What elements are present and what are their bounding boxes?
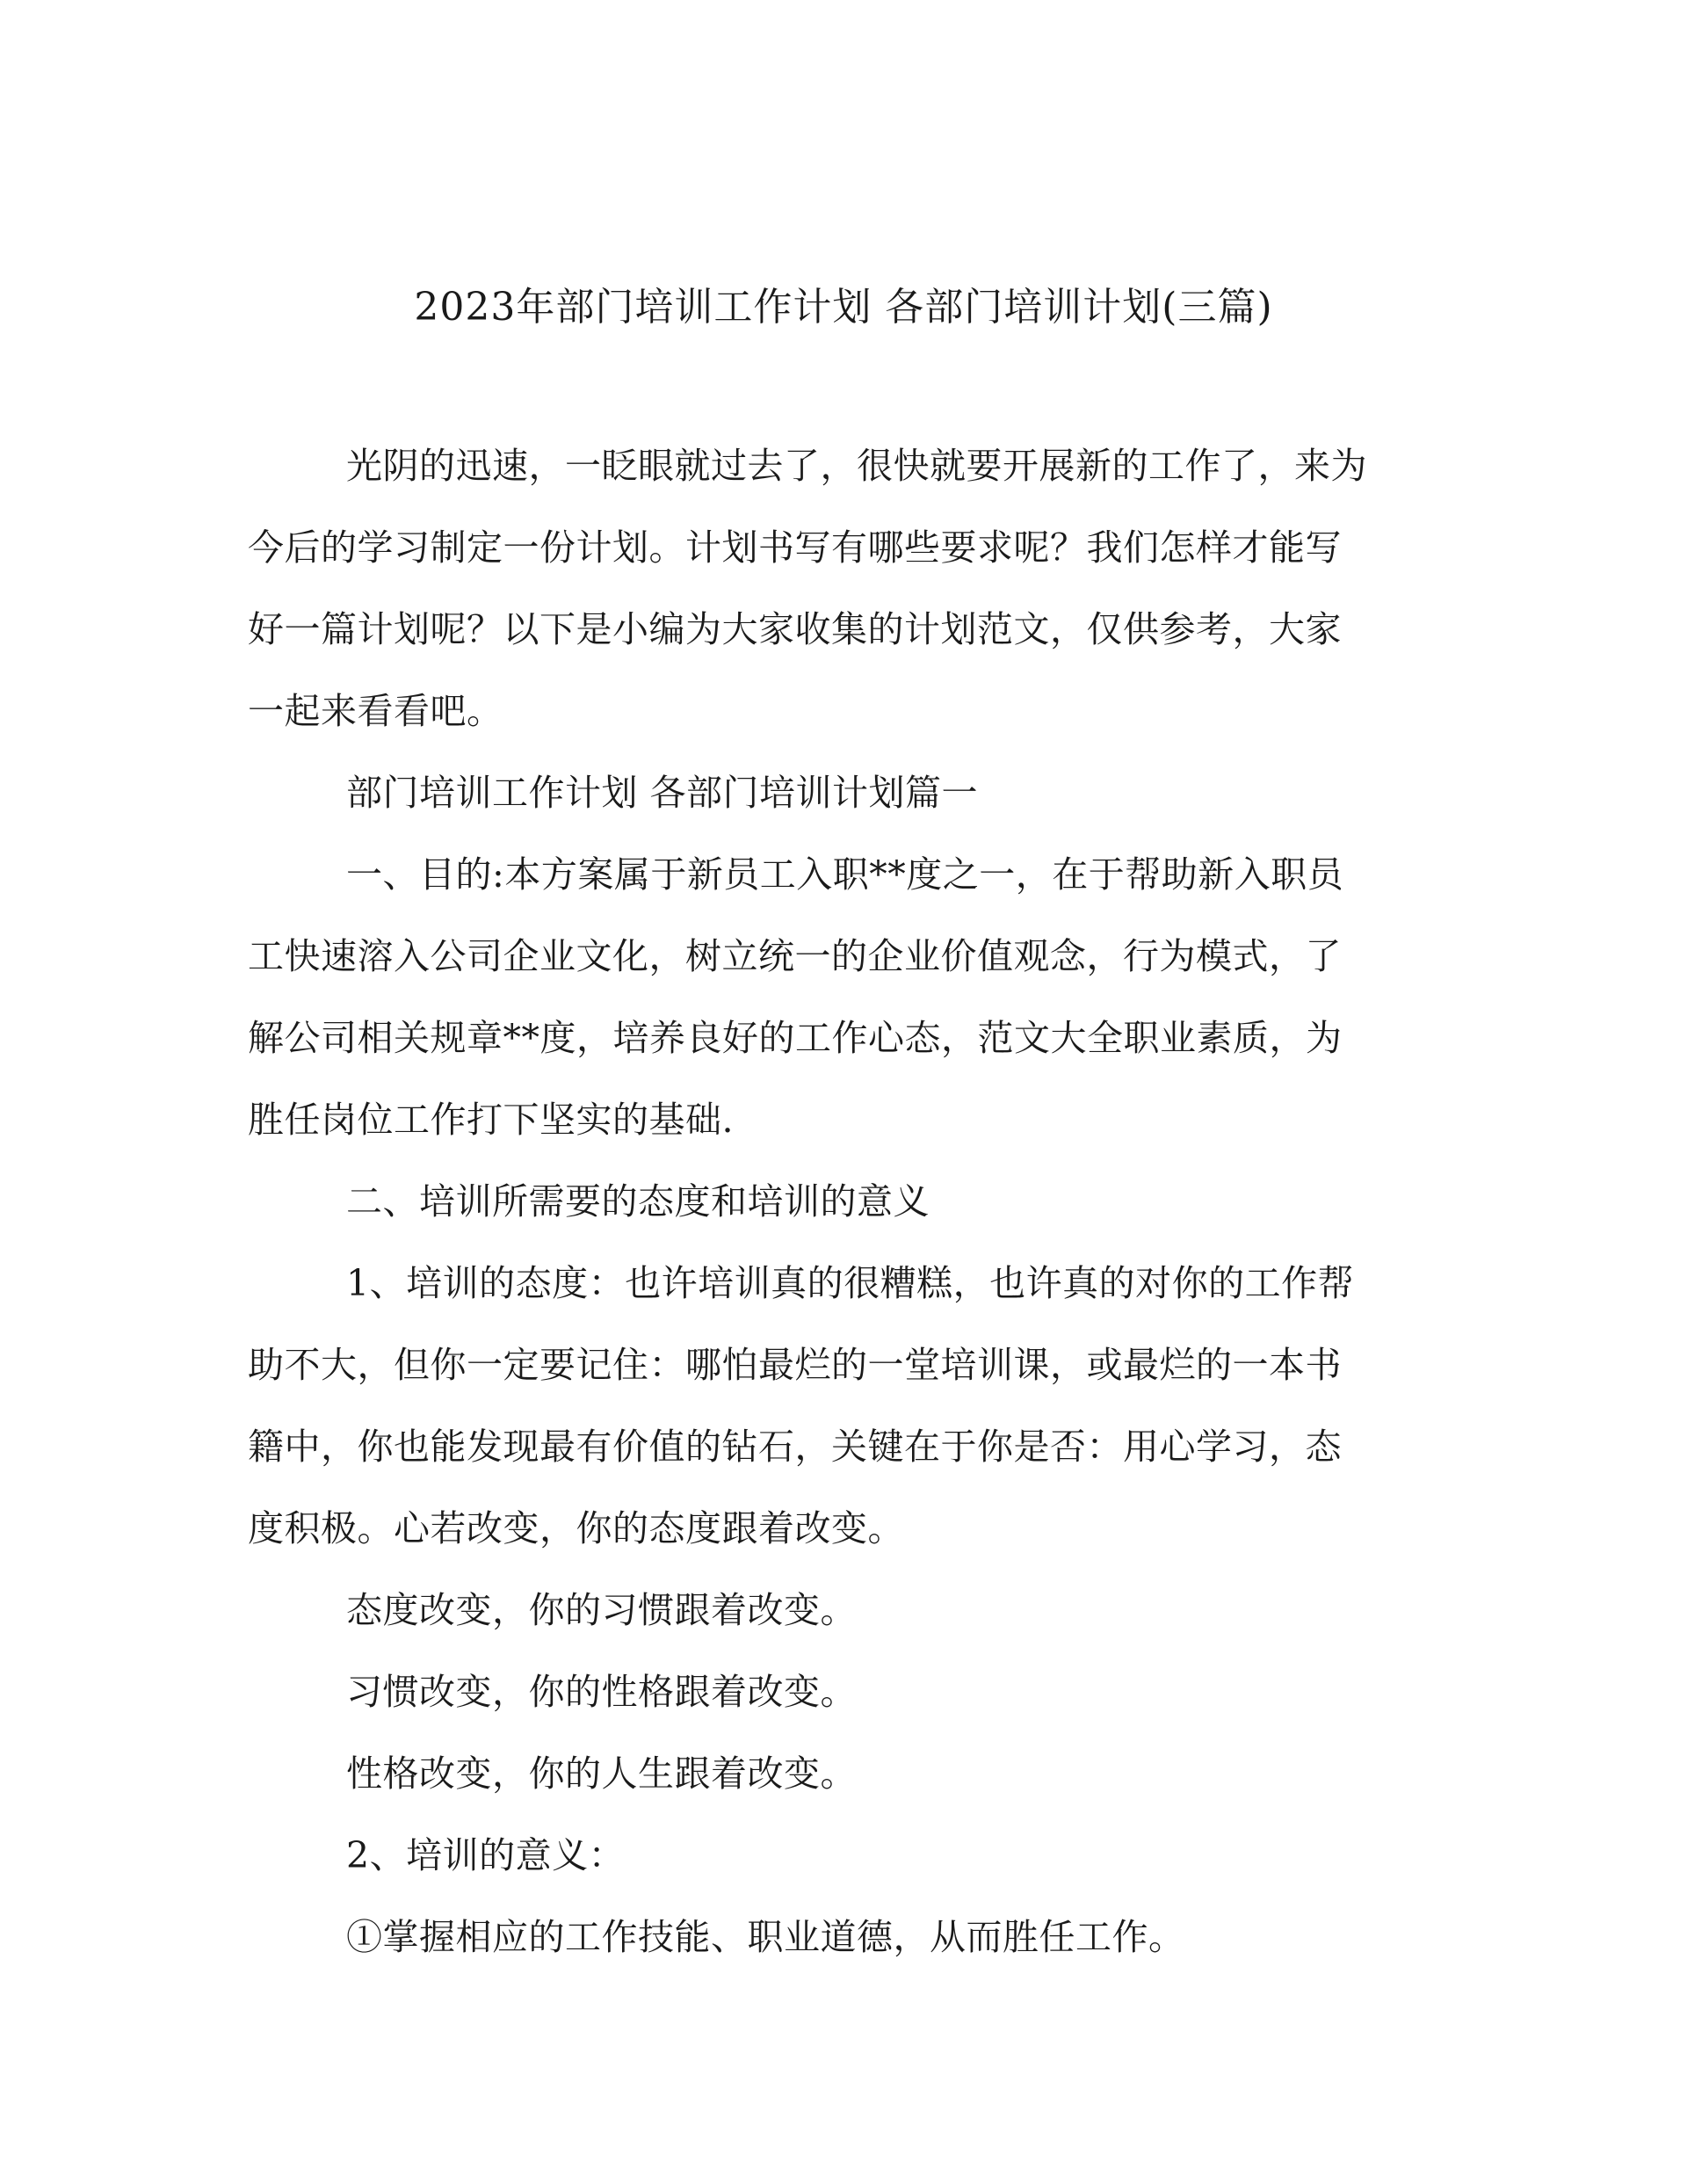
section-heading: 二、培训所需要的态度和培训的意义 xyxy=(346,1180,930,1223)
paragraph-line: 1、培训的态度：也许培训真的很糟糕，也许真的对你的工作帮 xyxy=(346,1262,1355,1304)
paragraph-line: 籍中，你也能发现最有价值的钻石，关键在于你是否：用心学习，态 xyxy=(248,1426,1342,1468)
paragraph-line: 好一篇计划呢？以下是小编为大家收集的计划范文，仅供参考，大家 xyxy=(248,608,1342,650)
paragraph-line: 胜任岗位工作打下坚实的基础. xyxy=(248,1099,735,1141)
paragraph-line: 助不大，但你一定要记住：哪怕最烂的一堂培训课，或最烂的一本书 xyxy=(248,1344,1342,1386)
document-title: 2023年部门培训工作计划 各部门培训计划(三篇) xyxy=(414,285,1273,330)
paragraph-line: 今后的学习制定一份计划。计划书写有哪些要求呢？我们怎样才能写 xyxy=(248,526,1342,569)
paragraph-line: 2、培训的意义： xyxy=(346,1834,626,1876)
paragraph-line: 一、目的:本方案属于新员工入职**度之一，在于帮助新入职员 xyxy=(346,853,1344,896)
paragraph-line: 工快速溶入公司企业文化，树立统一的企业价值观念，行为模式，了 xyxy=(248,935,1342,977)
paragraph-line: 性格改变，你的人生跟着改变。 xyxy=(346,1752,857,1795)
paragraph-line: ①掌握相应的工作技能、职业道德，从而胜任工作。 xyxy=(346,1916,1185,1958)
paragraph-line: 态度改变，你的习惯跟着改变。 xyxy=(346,1589,857,1631)
paragraph-line: 习惯改变，你的性格跟着改变。 xyxy=(346,1671,857,1713)
section-heading: 部门培训工作计划 各部门培训计划篇一 xyxy=(346,772,979,814)
paragraph-line: 解公司相关规章**度，培养良好的工作心态，范文大全职业素质，为 xyxy=(248,1017,1343,1059)
paragraph-line: 一起来看看吧。 xyxy=(248,690,503,732)
paragraph-line: 度积极。心若改变，你的态度跟着改变。 xyxy=(248,1507,904,1549)
paragraph-line: 光阴的迅速，一眨眼就过去了，很快就要开展新的工作了，来为 xyxy=(346,445,1367,487)
